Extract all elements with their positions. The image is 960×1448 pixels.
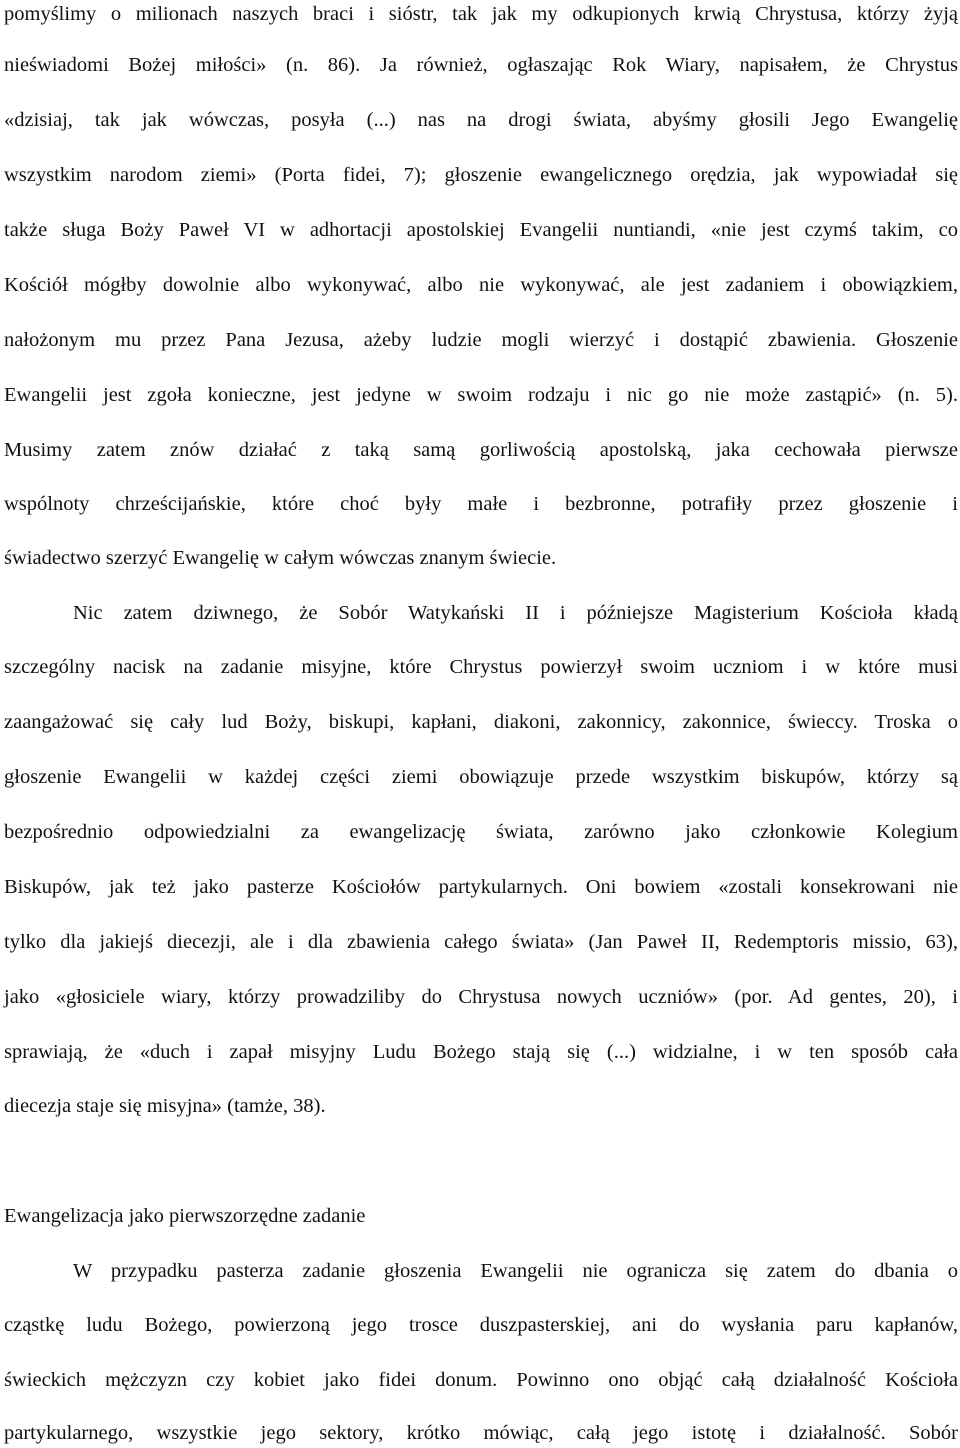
text-line: Ewangelii jest zgoła konieczne, jest jedyne w swoim rodzaju i nic go nie może zastąpić» (n. 5). [4, 384, 958, 406]
text-line: bezpośrednio odpowiedzialni za ewangelizację świata, zarówno jako członkowie Kolegium [4, 821, 958, 843]
text-line: «dzisiaj, tak jak wówczas, posyła (...) nas na drogi świata, abyśmy głosili Jego Ewangelię [4, 109, 958, 131]
text-line: zaangażować się cały lud Boży, biskupi, kapłani, diakoni, zakonnicy, zakonnice, świeccy. Troska o [4, 711, 958, 733]
text-line: Nic zatem dziwnego, że Sobór Watykański II i późniejsze Magisterium Kościoła kładą [73, 602, 958, 624]
text-line: nieświadomi Bożej miłości» (n. 86). Ja również, ogłaszając Rok Wiary, napisałem, że Chrystus [4, 54, 958, 76]
text-line: pomyślimy o milionach naszych braci i sióstr, tak jak my odkupionych krwią Chrystusa, którzy żyją [4, 3, 958, 25]
text-line: sprawiają, że «duch i zapał misyjny Ludu Bożego stają się (...) widzialne, i w ten sposób cała [4, 1041, 958, 1063]
text-line: wspólnoty chrześcijańskie, które choć były małe i bezbronne, potrafiły przez głoszenie i [4, 493, 958, 515]
text-line: Kościół mógłby dowolnie albo wykonywać, albo nie wykonywać, ale jest zadaniem i obowiązkiem, [4, 274, 958, 296]
text-line: nałożonym mu przez Pana Jezusa, ażeby ludzie mogli wierzyć i dostąpić zbawienia. Głoszenie [4, 329, 958, 351]
text-line: partykularnego, wszystkie jego sektory, krótko mówiąc, całą jego istotę i działalność. Sobór [4, 1422, 958, 1444]
text-line: diecezja staje się misyjna» (tamże, 38). [4, 1095, 326, 1117]
section-heading: Ewangelizacja jako pierwszorzędne zadanie [4, 1205, 366, 1227]
text-line: szczególny nacisk na zadanie misyjne, które Chrystus powierzył swoim uczniom i w które musi [4, 656, 958, 678]
text-line: jako «głosiciele wiary, którzy prowadziliby do Chrystusa nowych uczniów» (por. Ad gentes, 20), i [4, 986, 958, 1008]
text-line: Musimy zatem znów działać z taką samą gorliwością apostolską, jaka cechowała pierwsze [4, 439, 958, 461]
text-line: świadectwo szerzyć Ewangelię w całym wówczas znanym świecie. [4, 547, 557, 569]
text-line: W przypadku pasterza zadanie głoszenia Ewangelii nie ogranicza się zatem do dbania o [73, 1260, 958, 1282]
text-line: cząstkę ludu Bożego, powierzoną jego trosce duszpasterskiej, ani do wysłania paru kapłanów, [4, 1314, 958, 1336]
text-line: także sługa Boży Paweł VI w adhortacji apostolskiej Evangelii nuntiandi, «nie jest czymś takim, co [4, 219, 958, 241]
text-line: wszystkim narodom ziemi» (Porta fidei, 7); głoszenie ewangelicznego orędzia, jak wypowiadał się [4, 164, 958, 186]
text-line: Biskupów, jak też jako pasterze Kościołów partykularnych. Oni bowiem «zostali konsekrowani nie [4, 876, 958, 898]
text-line: świeckich mężczyzn czy kobiet jako fidei donum. Powinno ono objąć całą działalność Kościoła [4, 1369, 958, 1391]
text-line: głoszenie Ewangelii w każdej części ziemi obowiązuje przede wszystkim biskupów, którzy są [4, 766, 958, 788]
text-line: tylko dla jakiejś diecezji, ale i dla zbawienia całego świata» (Jan Paweł II, Redemptoris missio, 63), [4, 931, 958, 953]
